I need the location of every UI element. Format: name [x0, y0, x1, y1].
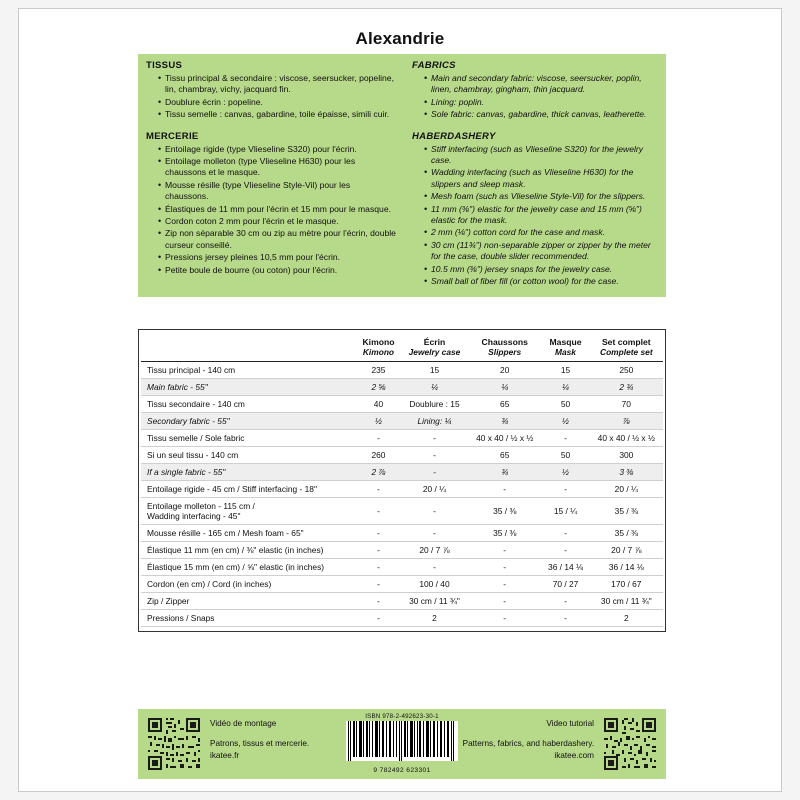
row-cell: 20 / 7 ⅞ [401, 542, 468, 559]
materials-haberdashery-row [146, 131, 658, 289]
haberdashery-en-list [424, 144, 658, 288]
row-cell: 20 / ¼ [401, 481, 468, 498]
list-item: • Wadding interfacing (such as Vlieseline H630) for the slippers and sleep mask. [424, 167, 658, 190]
row-label: Mousse résille - 165 cm / Mesh foam - 65" [141, 525, 356, 542]
row-cell: ¼ [468, 379, 541, 396]
list-item: • Lining: poplin. [424, 97, 658, 108]
row-label: Élastique 11 mm (en cm) / ⅜" elastic (in inches) [141, 542, 356, 559]
table-body [141, 362, 663, 627]
table-row [141, 413, 663, 430]
list-item: • Tissu semelle : canvas, gabardine, toile épaisse, simili cuir. [158, 109, 396, 120]
row-cell: 300 [590, 447, 663, 464]
row-cell: 36 / 14 ⅛ [541, 559, 589, 576]
row-cell: 20 / 7 ⅞ [590, 542, 663, 559]
footer-text-en [463, 718, 594, 762]
col-head-chaussons: Chaussons [481, 337, 528, 347]
row-cell: ¾ [468, 464, 541, 481]
row-cell: - [541, 525, 589, 542]
row-cell: 15 [541, 362, 589, 379]
col-head-kimono-en: Kimono [356, 347, 401, 362]
row-cell: - [468, 576, 541, 593]
pattern-envelope-back [18, 8, 782, 792]
table-row [141, 362, 663, 379]
barcode [346, 713, 458, 774]
list-item: • 30 cm (11¾") non-separable zipper or zipper by the meter for the case, double slider recommended. [424, 240, 658, 263]
row-label: Secondary fabric - 55" [141, 413, 356, 430]
row-cell: 40 x 40 / ½ x ½ [468, 430, 541, 447]
row-cell: Doublure : 15 [401, 396, 468, 413]
fabrics-fr-list [158, 73, 396, 121]
row-cell: ⅞ [590, 413, 663, 430]
table-row [141, 464, 663, 481]
col-head-ecrin: Écrin [423, 337, 446, 347]
fabrics-en-column [402, 60, 658, 122]
row-cell: - [541, 481, 589, 498]
row-cell: 35 / ⅜ [590, 498, 663, 525]
footer-site-en[interactable]: ikatee.com [554, 751, 594, 760]
row-cell: ¾ [468, 413, 541, 430]
row-cell: 100 / 40 [401, 576, 468, 593]
table-row [141, 559, 663, 576]
list-item: • Petite boule de bourre (ou coton) pour l'écrin. [158, 265, 396, 276]
row-cell: 250 [590, 362, 663, 379]
list-item: • Sole fabric: canvas, gabardine, thick canvas, leatherette. [424, 109, 658, 120]
list-item: • Mesh foam (such as Vlieseline Style-Vil) for the slippers. [424, 191, 658, 202]
qr-code-video-en[interactable] [602, 716, 658, 772]
footer-desc-fr: Patrons, tissus et mercerie. [210, 739, 310, 748]
row-cell: ½ [541, 413, 589, 430]
row-cell: - [401, 464, 468, 481]
row-cell: 50 [541, 447, 589, 464]
row-cell: - [541, 430, 589, 447]
row-cell: 36 / 14 ⅛ [590, 559, 663, 576]
col-head-blank-en [141, 347, 356, 362]
list-item: • Pressions jersey pleines 10,5 mm pour l'écrin. [158, 252, 396, 263]
row-cell: 70 / 27 [541, 576, 589, 593]
row-cell: - [356, 430, 401, 447]
haberdashery-fr-list [158, 144, 396, 276]
table-header-en [141, 347, 663, 362]
isbn-text: ISBN 978-2-492623-30-1 [365, 713, 439, 720]
row-label: Cordon (en cm) / Cord (in inches) [141, 576, 356, 593]
row-cell: - [401, 559, 468, 576]
table-row [141, 525, 663, 542]
table-row [141, 379, 663, 396]
list-item: • Small ball of fiber fill (or cotton wool) for the case. [424, 276, 658, 287]
row-cell: - [468, 559, 541, 576]
row-cell: 2 [590, 610, 663, 627]
row-cell: - [468, 542, 541, 559]
col-head-complete-set-en: Complete set [590, 347, 663, 362]
yardage-table-wrapper [138, 329, 666, 632]
haberdashery-en-column [402, 131, 658, 289]
list-item: • Tissu principal & secondaire : viscose, seersucker, popeline, lin, chambray, vichy, jacquard fin. [158, 73, 396, 96]
row-cell: - [541, 542, 589, 559]
row-label: Si un seul tissu - 140 cm [141, 447, 356, 464]
footer-video-label-fr: Vidéo de montage [210, 719, 277, 728]
row-cell: ¼ [541, 379, 589, 396]
table-row [141, 396, 663, 413]
row-cell: 40 x 40 / ½ x ½ [590, 430, 663, 447]
table-header-fr [141, 334, 663, 347]
page-title: Alexandrie [355, 29, 445, 48]
row-cell: 260 [356, 447, 401, 464]
yardage-table [141, 334, 663, 627]
row-cell: - [401, 447, 468, 464]
list-item: • Entoilage rigide (type Vlieseline S320) pour l'écrin. [158, 144, 396, 155]
materials-panel [138, 54, 666, 297]
list-item: • 11 mm (⅜") elastic for the jewelry case and 15 mm (⅝") elastic for the mask. [424, 204, 658, 227]
row-cell: 235 [356, 362, 401, 379]
haberdashery-fr-column [146, 131, 402, 289]
row-cell: 65 [468, 396, 541, 413]
row-cell: 15 / ¼ [541, 498, 589, 525]
row-label: Élastique 15 mm (en cm) / ⅝" elastic (in inches) [141, 559, 356, 576]
row-cell: - [468, 481, 541, 498]
list-item: • Mousse résille (type Vlieseline Style-Vil) pour les chaussons. [158, 180, 396, 203]
list-item: • 10.5 mm (⅜") jersey snaps for the jewelry case. [424, 264, 658, 275]
list-item: • Entoilage molleton (type Vlieseline H630) pour les chaussons et le masque. [158, 156, 396, 179]
row-cell: 2 [401, 610, 468, 627]
table-row [141, 481, 663, 498]
row-cell: - [541, 593, 589, 610]
row-label: Main fabric - 55" [141, 379, 356, 396]
table-row [141, 610, 663, 627]
table-row [141, 498, 663, 525]
row-cell: - [541, 610, 589, 627]
row-cell: Lining: ¼ [401, 413, 468, 430]
row-cell: 20 / ¼ [590, 481, 663, 498]
col-head-blank [141, 334, 356, 347]
row-cell: 50 [541, 396, 589, 413]
row-cell: - [401, 430, 468, 447]
row-label: Tissu principal - 140 cm [141, 362, 356, 379]
row-cell: - [356, 559, 401, 576]
row-cell: - [356, 576, 401, 593]
list-item: • Main and secondary fabric: viscose, seersucker, poplin, linen, chambray, gingham, thin jacquard. [424, 73, 658, 96]
row-cell: ½ [356, 413, 401, 430]
list-item: • Doublure écrin : popeline. [158, 97, 396, 108]
row-label: If a single fabric - 55" [141, 464, 356, 481]
table-row [141, 593, 663, 610]
row-cell: ¼ [401, 379, 468, 396]
list-item: • 2 mm (⅛") cotton cord for the case and mask. [424, 227, 658, 238]
row-cell: - [401, 525, 468, 542]
row-label: Entoilage molleton - 115 cm / Wadding interfacing - 45" [141, 498, 356, 525]
col-head-kimono: Kimono [362, 337, 395, 347]
fabrics-fr-heading: TISSUS [146, 60, 183, 71]
row-cell: ½ [541, 464, 589, 481]
row-cell: 30 cm / 11 ¾" [590, 593, 663, 610]
row-cell: 35 / ⅜ [468, 498, 541, 525]
list-item: • Cordon coton 2 mm pour l'écrin et le masque. [158, 216, 396, 227]
row-cell: - [356, 498, 401, 525]
fabrics-en-list [424, 73, 658, 121]
footer-video-label-en: Video tutorial [546, 719, 594, 728]
row-cell: - [356, 481, 401, 498]
list-item: • Élastiques de 11 mm pour l'écrin et 15 mm pour le masque. [158, 204, 396, 215]
col-head-slippers-en: Slippers [468, 347, 541, 362]
row-cell: 40 [356, 396, 401, 413]
footer-panel [138, 709, 666, 779]
col-head-masque: Masque [549, 337, 582, 347]
materials-fabrics-row [146, 60, 658, 122]
row-cell: 2 ⅝ [356, 379, 401, 396]
row-label: Entoilage rigide - 45 cm / Stiff interfacing - 18" [141, 481, 356, 498]
footer-text-fr [210, 718, 309, 762]
row-cell: 2 ⅞ [356, 464, 401, 481]
row-label: Tissu semelle / Sole fabric [141, 430, 356, 447]
table-row [141, 430, 663, 447]
row-cell: - [401, 498, 468, 525]
row-cell: 15 [401, 362, 468, 379]
row-cell: - [468, 610, 541, 627]
barcode-bars [346, 721, 458, 761]
col-head-mask-en: Mask [541, 347, 589, 362]
table-row [141, 542, 663, 559]
table-row [141, 447, 663, 464]
row-cell: 65 [468, 447, 541, 464]
haberdashery-en-heading: HABERDASHERY [412, 130, 496, 142]
fabrics-en-heading: FABRICS [412, 60, 456, 71]
list-item: • Stiff interfacing (such as Vlieseline S320) for the jewelry case. [424, 144, 658, 167]
fabrics-fr-column [146, 60, 402, 122]
row-cell: - [356, 542, 401, 559]
list-item: • Zip non séparable 30 cm ou zip au mètre pour l'écrin, double curseur conseillé. [158, 228, 396, 251]
row-label: Tissu secondaire - 140 cm [141, 396, 356, 413]
row-cell: 2 ¾ [590, 379, 663, 396]
footer-desc-en: Patterns, fabrics, and haberdashery. [462, 739, 594, 748]
row-label: Zip / Zipper [141, 593, 356, 610]
col-head-set-complet: Set complet [601, 337, 651, 347]
row-cell: 3 ⅜ [590, 464, 663, 481]
row-cell: - [356, 525, 401, 542]
row-cell: - [468, 593, 541, 610]
row-cell: 20 [468, 362, 541, 379]
row-cell: 70 [590, 396, 663, 413]
col-head-jewelry-case-en: Jewelry case [401, 347, 468, 362]
footer-site-fr[interactable]: ikatee.fr [210, 751, 240, 760]
haberdashery-fr-heading: MERCERIE [146, 130, 199, 142]
row-cell: 35 / ⅜ [468, 525, 541, 542]
row-cell: 30 cm / 11 ¾" [401, 593, 468, 610]
row-label: Pressions / Snaps [141, 610, 356, 627]
qr-code-video-fr[interactable] [146, 716, 202, 772]
barcode-number: 9 782492 623301 [373, 767, 431, 774]
row-cell: - [356, 610, 401, 627]
row-cell: - [356, 593, 401, 610]
row-cell: 170 / 67 [590, 576, 663, 593]
row-cell: 35 / ⅜ [590, 525, 663, 542]
table-row [141, 576, 663, 593]
